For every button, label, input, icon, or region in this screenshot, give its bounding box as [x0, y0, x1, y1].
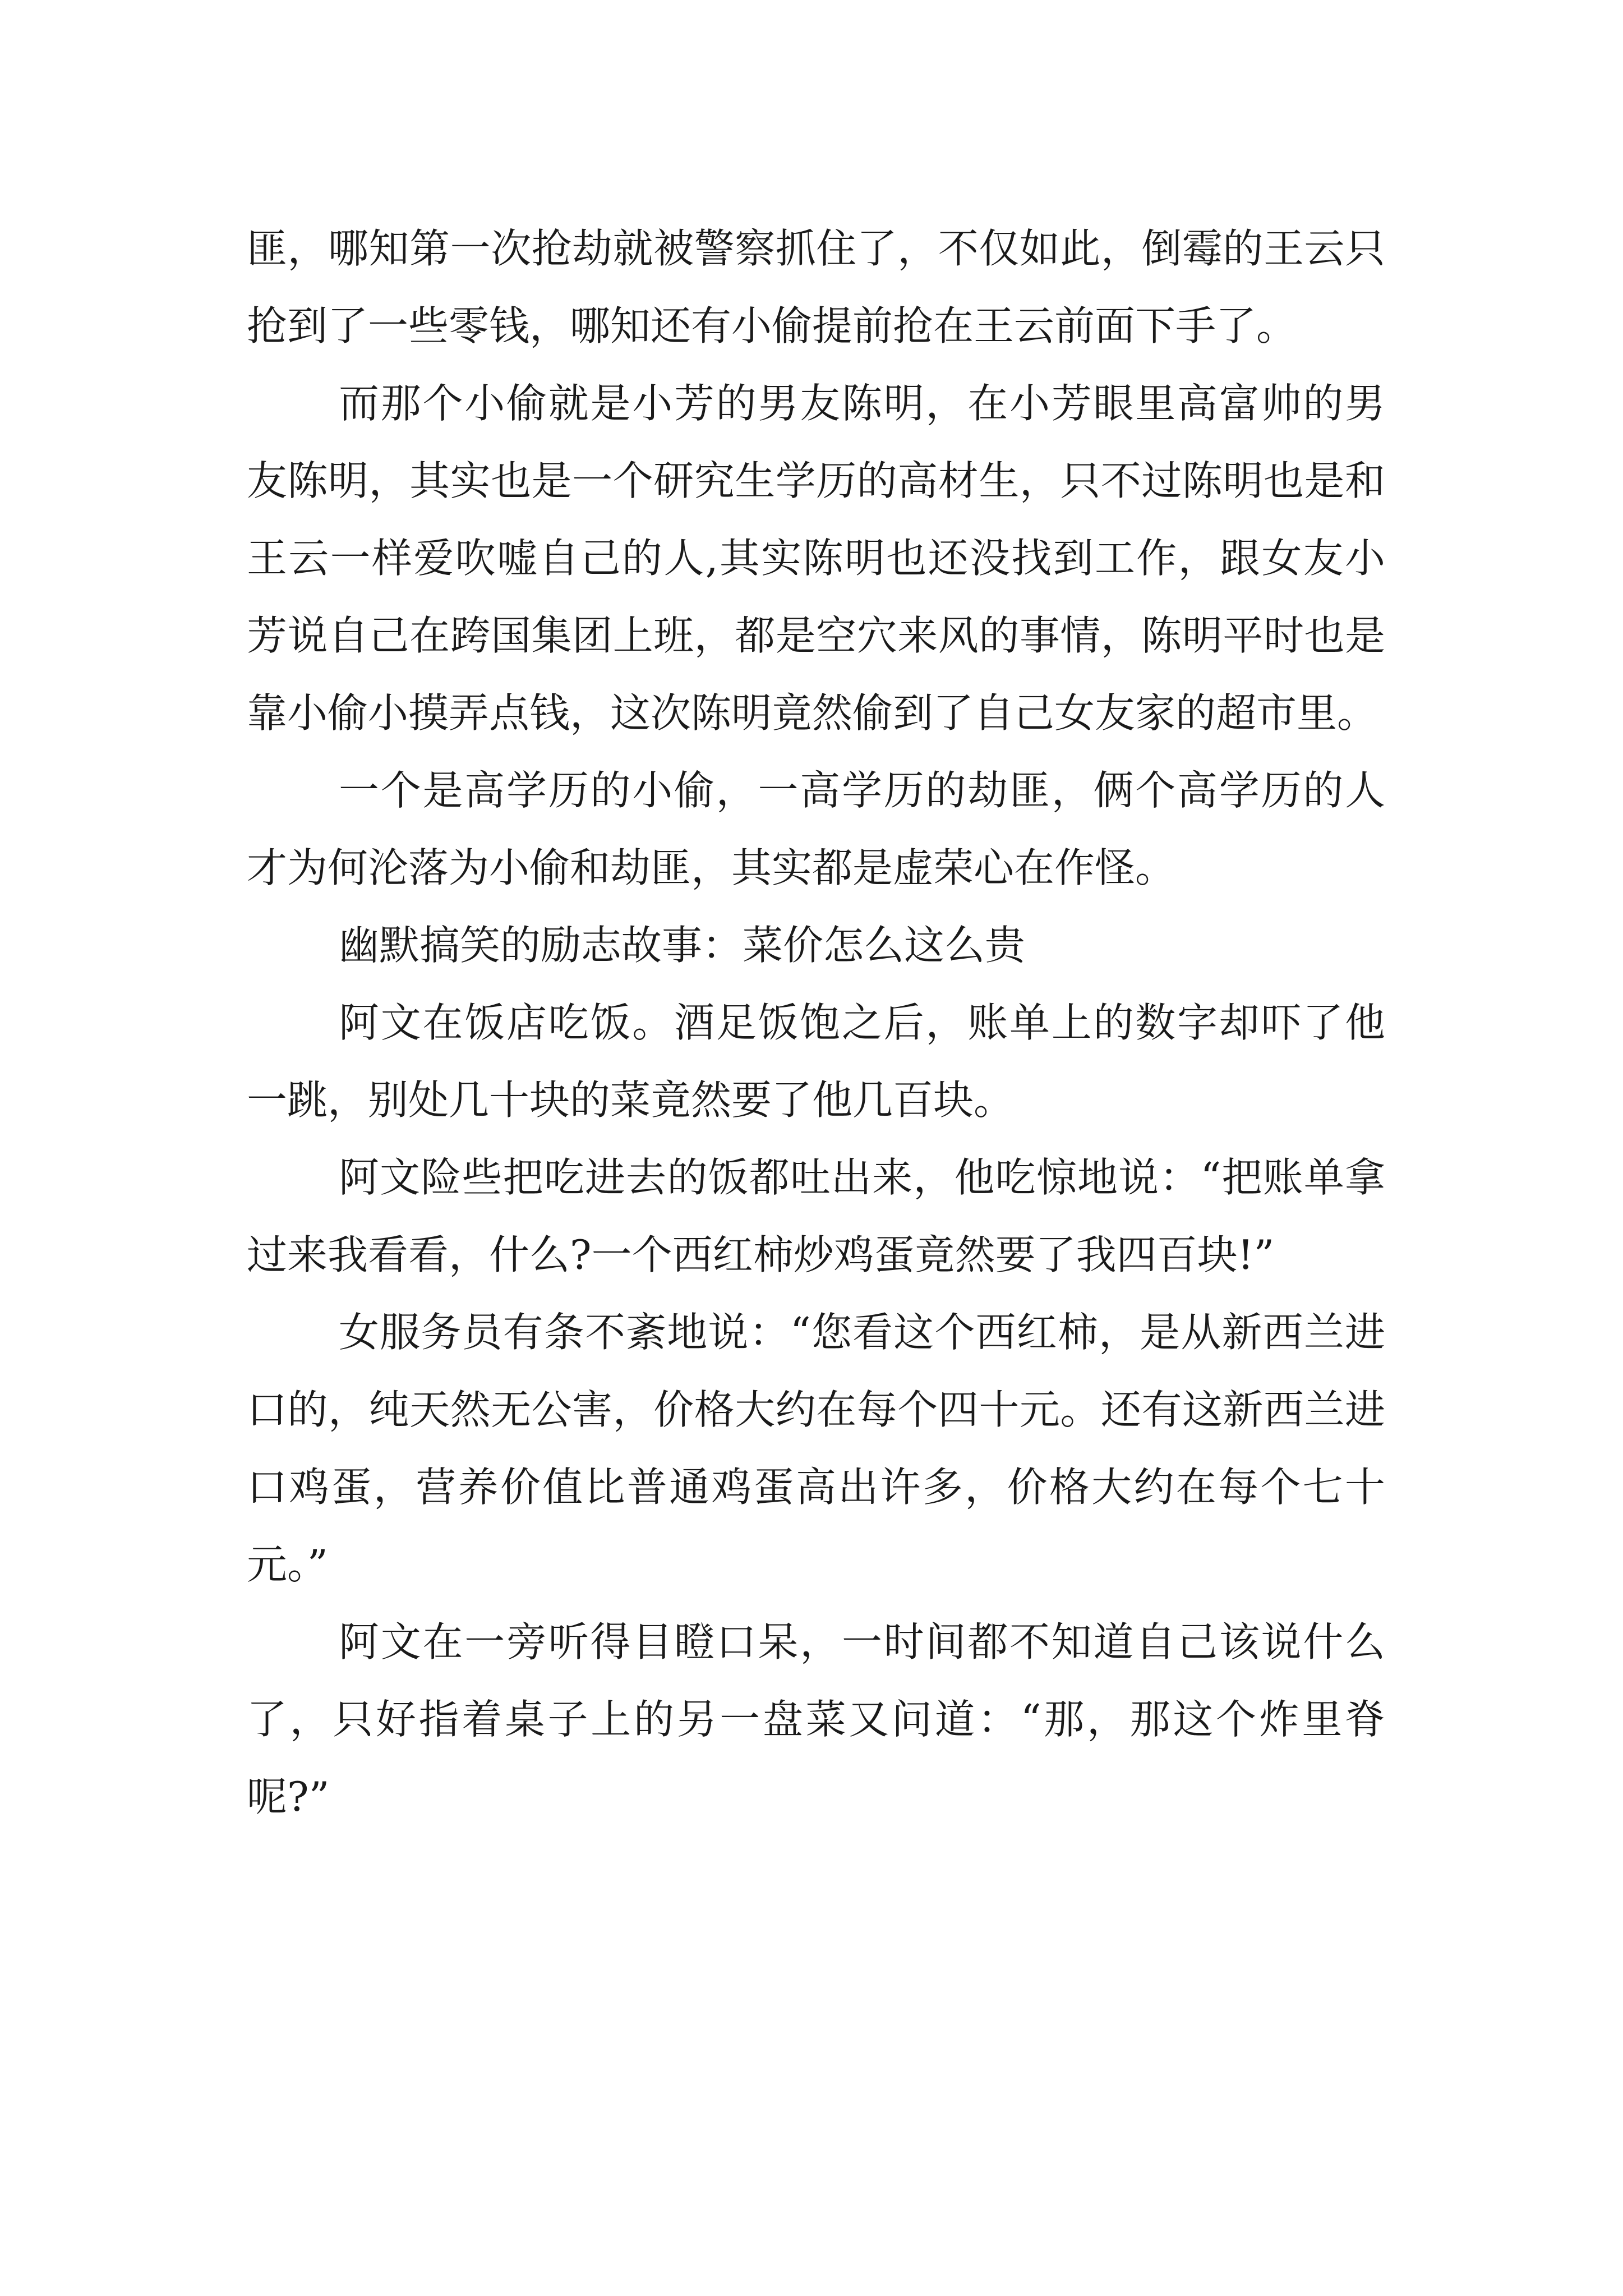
paragraph-3: 一个是高学历的小偷，一高学历的劫匪，俩个高学历的人才为何沦落为小偷和劫匪，其实都是虚荣心在作怪。: [247, 767, 1385, 891]
paragraph-2: 而那个小偷就是小芳的男友陈明，在小芳眼里高富帅的男友陈明，其实也是一个研究生学历的高材生，只不过陈明也是和王云一样爱吹嘘自己的人,其实陈明也还没找到工作，跟女友小芳说自己在跨国集团上班，都是空穴来风的事情，陈明平时也是靠小偷小摸弄点钱，这次陈明竟然偷到了自己女友家的超市里。: [247, 380, 1385, 737]
story-title: 幽默搞笑的励志故事：菜价怎么这么贵: [339, 922, 1026, 969]
paragraph-6: 阿文险些把吃进去的饭都吐出来，他吃惊地说：“把账单拿过来我看看，什么?一个西红柿炒鸡蛋竟然要了我四百块!”: [247, 1154, 1385, 1278]
paragraph-5: 阿文在饭店吃饭。酒足饭饱之后，账单上的数字却吓了他一跳，别处几十块的菜竟然要了他几百块。: [247, 999, 1385, 1124]
document-body: [247, 210, 1385, 1835]
paragraph-7: 女服务员有条不紊地说：“您看这个西红柿，是从新西兰进口的，纯天然无公害，价格大约在每个四十元。还有这新西兰进口鸡蛋，营养价值比普通鸡蛋高出许多，价格大约在每个七十元。”: [247, 1309, 1385, 1588]
paragraph-1: 匪，哪知第一次抢劫就被警察抓住了，不仅如此，倒霉的王云只抢到了一些零钱，哪知还有小偷提前抢在王云前面下手了。: [247, 225, 1385, 349]
paragraph-8: 阿文在一旁听得目瞪口呆，一时间都不知道自己该说什么了，只好指着桌子上的另一盘菜又问道：“那，那这个炸里脊呢?”: [247, 1618, 1385, 1820]
